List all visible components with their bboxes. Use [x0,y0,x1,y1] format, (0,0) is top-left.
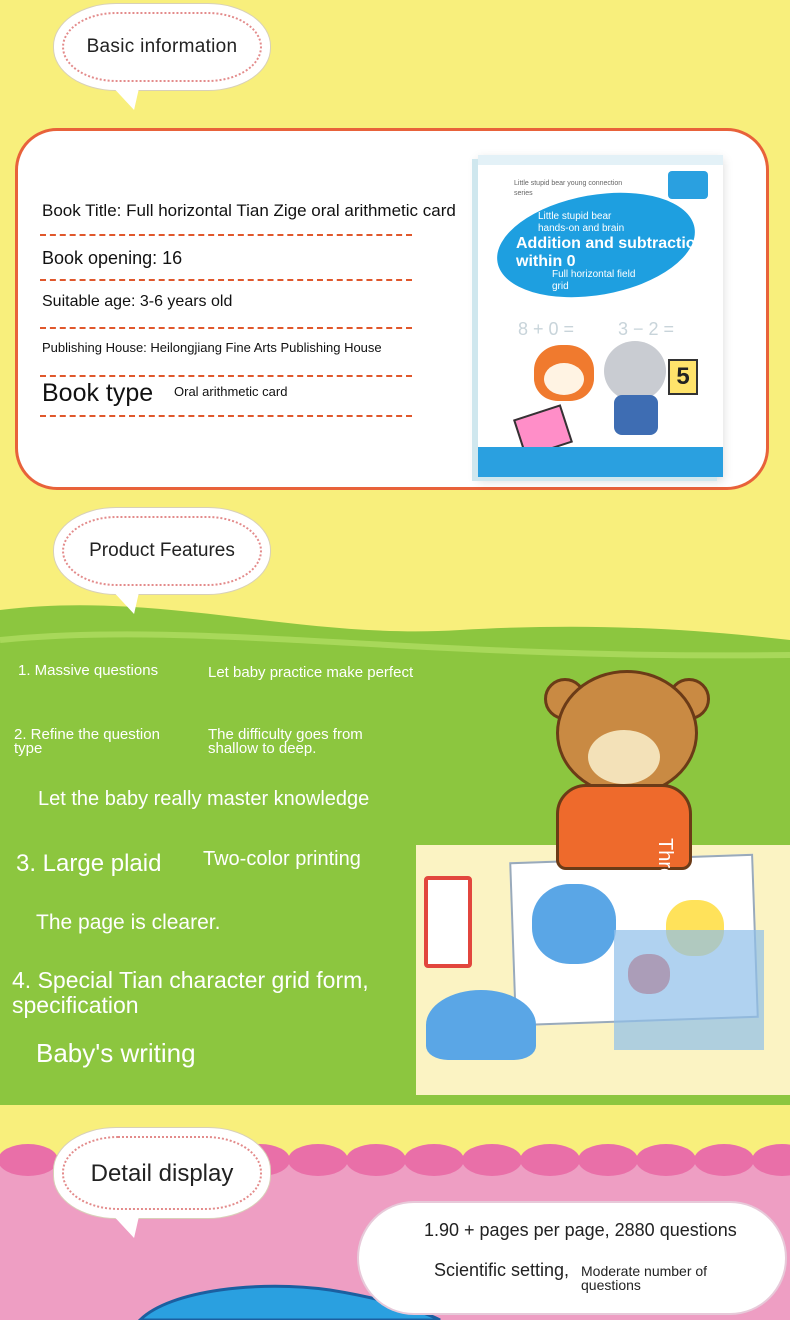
book-cover-image [478,155,723,477]
basic-information-bubble [56,6,268,88]
divider [40,375,412,377]
book-opening: Book opening: 16 [42,248,183,268]
feature-2-desc: The difficulty goes from shallow to deep. [208,726,363,757]
mouse-overalls [614,395,658,435]
blue-mat [614,930,764,1050]
blue-flower [532,884,616,964]
scallop-shape [578,1144,638,1176]
feature-2-desc-2: Let the baby really master knowledge [38,788,370,810]
divider [40,234,412,236]
feature-4-title: 4. Special Tian character grid form, specification [12,967,369,1018]
bear-muzzle [588,730,660,784]
feature-1-desc: Let baby practice make perfect [208,664,414,681]
scallop-shape [694,1144,754,1176]
feature-2-title: 2. Refine the question type [14,726,160,757]
feature-3-desc: Two-color printing [203,848,361,870]
features-panel [0,600,790,1105]
bear-side-text: Three [654,838,676,891]
divider [40,279,412,281]
cover-bottom-strip [478,447,723,477]
cover-sub-title: Full horizontal field grid [552,269,636,292]
cover-corner-badge [668,171,708,199]
feature-3-title: 3. Large plaid [16,850,162,877]
scallop-shape [462,1144,522,1176]
scallop-shape [404,1144,464,1176]
detail-display-bubble [56,1130,268,1216]
feature-4-desc: Baby's writing [36,1038,196,1068]
cover-main-title: Addition and subtraction within 0 [516,235,706,270]
scallop-shape [520,1144,580,1176]
divider [40,415,412,417]
fox-face [544,363,584,395]
detail-line-2b: Moderate number of questions [581,1263,708,1293]
desk-lamp [426,990,536,1060]
section-title-product-features: Product Features [89,540,235,561]
mouse-illustration [604,341,666,401]
scallop-shape [288,1144,348,1176]
detail-cloud [362,1206,782,1310]
feature-3-desc-2: The page is clearer. [36,911,221,934]
scallop-shape [0,1144,58,1176]
publishing-house: Publishing House: Heilongjiang Fine Arts Publishing House [42,340,382,355]
book-title: Book Title: Full horizontal Tian Zige oral arithmetic card [42,201,456,220]
cover-sample-eq1: 8 + 0 = [518,319,575,339]
detail-line-1: 1.90 + pages per page, 2880 questions [424,1220,737,1240]
suitable-age: Suitable age: 3-6 years old [42,293,233,310]
cover-sample-eq2: 3 − 2 = [618,319,675,339]
cover-line1: Little stupid bear [538,211,612,222]
section-title-basic-info: Basic information [86,36,238,57]
detail-line-2a: Scientific setting, [434,1260,570,1280]
cover-top-strip [478,155,723,165]
number-card: 5 [668,359,698,395]
book-type-value: Oral arithmetic card [174,384,288,399]
cover-line2: hands-on and brain [538,223,625,234]
pencil-cup [424,876,472,968]
scallop-shape [346,1144,406,1176]
product-features-bubble [56,510,268,592]
cover-series-text: Little stupid bear young connection series [514,180,623,197]
feature-1-title: 1. Massive questions [18,662,159,679]
scallop-shape [636,1144,696,1176]
section-title-detail-display: Detail display [90,1160,234,1187]
divider [40,327,412,329]
book-type-label: Book type [42,379,154,407]
